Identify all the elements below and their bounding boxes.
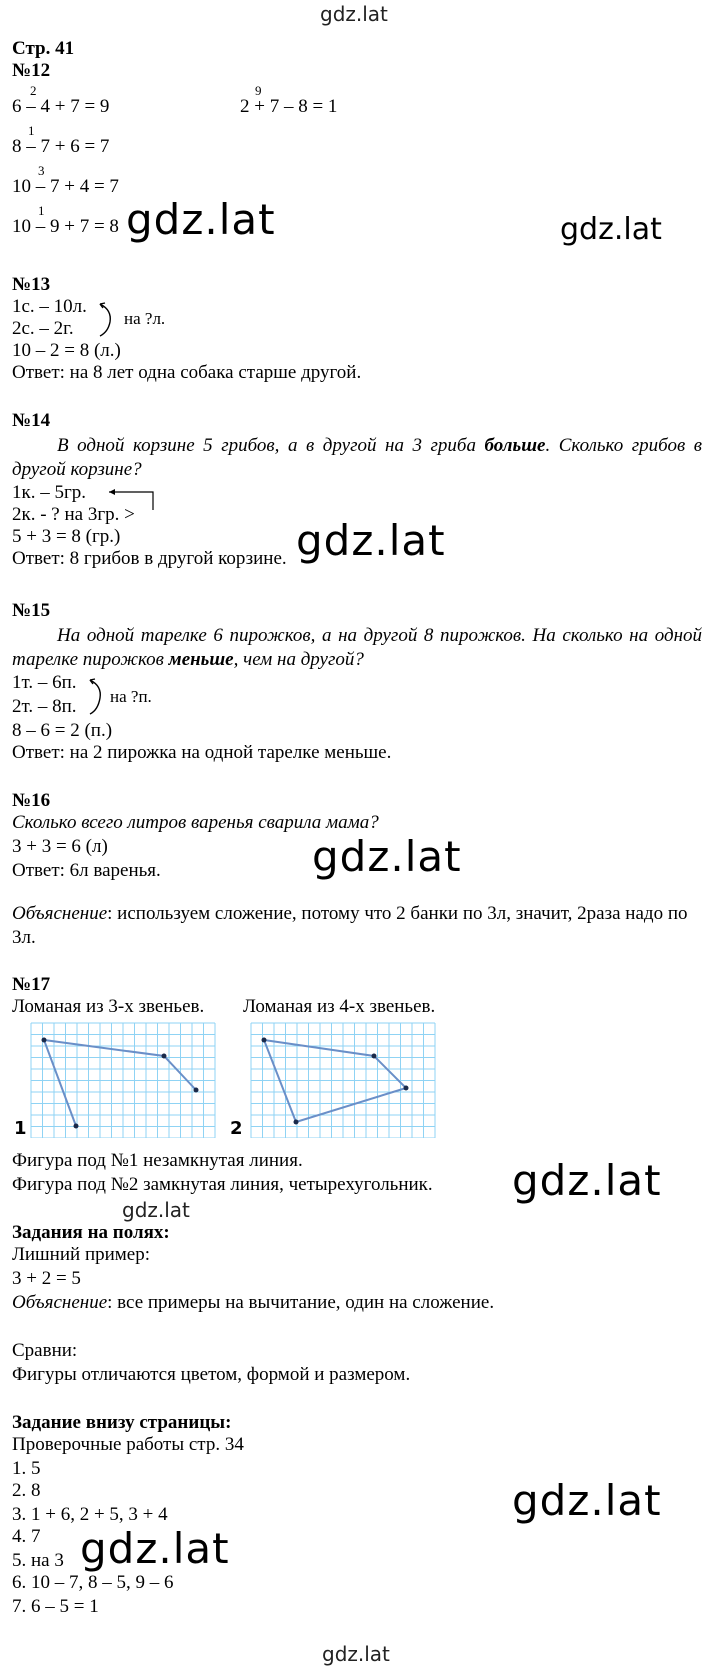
margins-expl-label: Объяснение [12, 1292, 108, 1313]
task12-right-sup: 9 [255, 83, 262, 98]
figure-1-vertex [162, 1054, 167, 1059]
bottom-item-3: 3. 1 + 6, 2 + 5, 3 + 4 [12, 1504, 168, 1525]
task12-expr-1: 6 – 4 + 7 = 9 [12, 96, 110, 117]
task15-question [12, 624, 702, 672]
margins-title: Задания на полях: [12, 1222, 170, 1243]
task15-q-bold: меньше [168, 649, 234, 670]
figure-1-number: 1 [14, 1118, 27, 1139]
task14-line1: 1к. – 5гр. [12, 482, 87, 503]
task12-expr-3: 10 – 7 + 4 = 7 [12, 176, 119, 197]
task12-right-expr: 2 + 7 – 8 = 1 [240, 96, 338, 117]
task13-title: №13 [12, 274, 51, 295]
figure-1-vertex [194, 1088, 199, 1093]
bottom-item-7: 7. 6 – 5 = 1 [12, 1596, 99, 1617]
task14-line2: 2к. - ? на 3гр. > [12, 504, 135, 525]
task16-title: №16 [12, 790, 51, 811]
margins-compare-text: Фигуры отличаются цветом, формой и размером. [12, 1364, 411, 1385]
margins-extra-title: Лишний пример: [12, 1244, 151, 1265]
task15-calc: 8 – 6 = 2 (п.) [12, 720, 113, 741]
task15-line1: 1т. – 6п. [12, 672, 77, 693]
task16-calc: 3 + 3 = 6 (л) [12, 836, 108, 857]
watermark-right-cut: gdz.lat [560, 212, 662, 247]
task13-answer: Ответ: на 8 лет одна собака старше другой. [12, 362, 362, 383]
task16-answer: Ответ: 6л варенья. [12, 860, 161, 881]
watermark-big-2: gdz.lat [296, 516, 446, 565]
watermark-top: gdz.lat [320, 2, 388, 26]
figure-2-grid [250, 1022, 436, 1138]
figure-1-broken-line [44, 1040, 196, 1126]
task13-calc: 10 – 2 = 8 (л.) [12, 340, 121, 361]
bottom-item-2: 2. 8 [12, 1480, 41, 1501]
task15-brace-arrow-icon [86, 676, 106, 718]
margins-expl-text: : все примеры на вычитание, один на сложение. [107, 1292, 495, 1313]
watermark-big-3: gdz.lat [312, 832, 462, 881]
task15-line2: 2т. – 8п. [12, 696, 77, 717]
task13-line1: 1с. – 10л. [12, 296, 87, 317]
watermark-big-1: gdz.lat [126, 195, 276, 244]
task12-sup-3: 3 [38, 163, 45, 178]
figure-2-vertex [262, 1038, 267, 1043]
bottom-item-5: 5. на 3 [12, 1550, 64, 1571]
watermark-big-4: gdz.lat [512, 1156, 662, 1205]
figure-1-vertex [74, 1124, 79, 1129]
task13-line2: 2с. – 2г. [12, 318, 74, 339]
task14-q-bold: больше [484, 435, 546, 456]
task14-title: №14 [12, 410, 51, 431]
bottom-item-4: 4. 7 [12, 1526, 41, 1547]
task12-sup-1: 2 [30, 83, 37, 98]
margins-explanation [12, 1292, 494, 1314]
figure-1-grid [30, 1022, 216, 1138]
task16-expl-label: Объяснение [12, 903, 108, 924]
task17-line1: Фигура под №1 незамкнутая линия. [12, 1150, 303, 1171]
task12-expr-4: 10 – 9 + 7 = 8 [12, 216, 119, 237]
watermark-big-6: gdz.lat [80, 1524, 230, 1573]
task16-explanation [12, 902, 702, 950]
task15-q-part2: , чем на другой? [233, 649, 364, 670]
figure-2-vertex [294, 1120, 299, 1125]
bottom-item-1: 1. 5 [12, 1458, 41, 1479]
watermark-big-5: gdz.lat [512, 1476, 662, 1525]
task16-expl-text: : используем сложение, потому что 2 банки по 3л, значит, 2раза надо по 3л. [12, 903, 688, 948]
margins-compare-title: Сравни: [12, 1340, 78, 1361]
task16-question: Сколько всего литров варенья сварила мама? [12, 812, 379, 833]
task17-line2: Фигура под №2 замкнутая линия, четырехугольник. [12, 1174, 433, 1195]
watermark-bottom: gdz.lat [322, 1642, 390, 1666]
bottom-task-title: Задание внизу страницы: [12, 1412, 232, 1433]
task14-compare-arrow-icon [105, 484, 165, 514]
task14-q-part2: . Сколько грибов в другой корзине? [12, 435, 702, 480]
page-header: Стр. 41 [12, 38, 75, 59]
figure-1-vertex [42, 1038, 47, 1043]
task12-expr-2: 8 – 7 + 6 = 7 [12, 136, 110, 157]
task14-calc: 5 + 3 = 8 (гр.) [12, 526, 121, 547]
task12-sup-4: 1 [38, 203, 45, 218]
task17-title: №17 [12, 974, 51, 995]
task15-answer: Ответ: на 2 пирожка на одной тарелке меньше. [12, 742, 392, 763]
figure-2-vertex [372, 1054, 377, 1059]
task15-title: №15 [12, 600, 51, 621]
task14-answer: Ответ: 8 грибов в другой корзине. [12, 548, 287, 569]
task13-brace-label: на ?л. [124, 309, 166, 328]
figure-2-vertex [404, 1086, 409, 1091]
task13-brace-arrow-icon [96, 300, 116, 340]
task12-title: №12 [12, 60, 51, 81]
bottom-task-subtitle: Проверочные работы стр. 34 [12, 1434, 244, 1455]
task15-brace-label: на ?п. [110, 687, 152, 706]
task17-label1: Ломаная из 3-х звеньев. [12, 996, 205, 1017]
figure-2-number: 2 [230, 1118, 243, 1139]
task12-sup-2: 1 [28, 123, 35, 138]
bottom-item-6: 6. 10 – 7, 8 – 5, 9 – 6 [12, 1572, 174, 1593]
task14-question [12, 434, 702, 482]
task17-label2: Ломаная из 4-х звеньев. [243, 996, 436, 1017]
task15-q-part1: На одной тарелке 6 пирожков, а на другой 8 пирожков. На сколько на одной тарелке пирожков [12, 625, 702, 670]
watermark-small-mid: gdz.lat [122, 1198, 190, 1222]
task14-q-part1: В одной корзине 5 грибов, а в другой на 3 гриба [57, 435, 485, 456]
margins-extra-calc: 3 + 2 = 5 [12, 1268, 81, 1289]
